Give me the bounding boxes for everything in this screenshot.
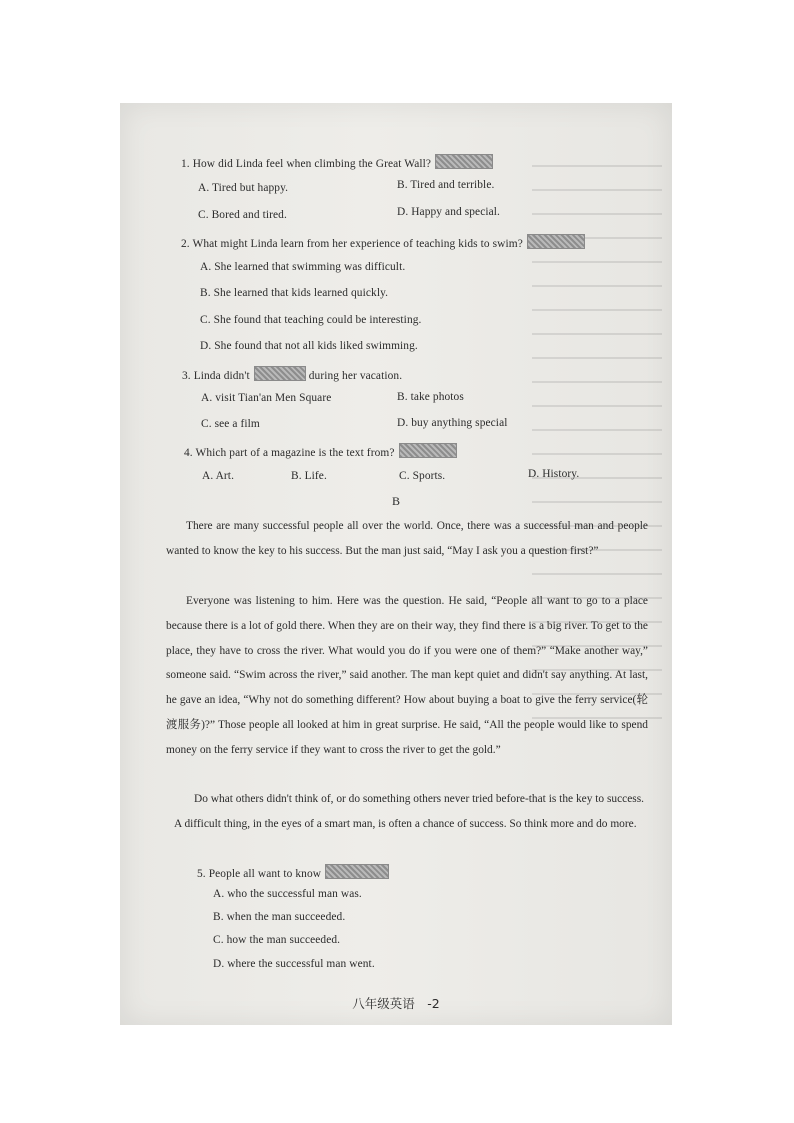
q2-option-d: D. She found that not all kids liked swimming. (200, 340, 418, 352)
q1-option-a: A. Tired but happy. (198, 182, 289, 194)
answer-blank-3[interactable] (254, 366, 306, 381)
question-1 (181, 154, 493, 170)
q1-option-b: B. Tired and terrible. (397, 179, 495, 191)
passage-paragraph-1: There are many successful people all over the world. Once, there was a successful man and people wanted to know the key to his success. But the man just said, “May I ask you a question first?” (166, 520, 648, 557)
exam-page (120, 103, 672, 1025)
q2-option-c: C. She found that teaching could be interesting. (200, 314, 422, 326)
question-5 (197, 864, 389, 880)
answer-blank-5[interactable] (325, 864, 389, 879)
question-1-text: 1. How did Linda feel when climbing the Great Wall? (181, 158, 432, 170)
q3-option-c: C. see a film (201, 418, 260, 430)
passage-paragraph-3: Do what others didn't think of, or do something others never tried before-that is the key to success. A difficult thing, in the eyes of a smart man, is often a chance of success. So think more and do more. (174, 793, 644, 830)
passage-paragraph-2: Everyone was listening to him. Here was the question. He said, “People all want to go to a place because there is a lot of gold there. When they are on their way, they find there is a big river. To get to the place, they have to cross the river. What would you do if you were one of them?” “Make another way,” someone said. “Swim across the river,” said another. The man kept quiet and didn't say anything. At last, he gave an idea, “Why not do something different? How about buying a boat to give the ferry service(轮渡服务)?” Those people all looked at him in great surprise. He said, “All the people would like to spend money on the ferry service if they want to cross the river to get the gold.” (166, 595, 648, 756)
answer-blank-4[interactable] (399, 443, 457, 458)
answer-blank-2[interactable] (527, 234, 585, 249)
q5-option-c: C. how the man succeeded. (213, 934, 341, 946)
q2-option-a: A. She learned that swimming was difficult. (200, 261, 406, 273)
answer-blank-1[interactable] (435, 154, 493, 169)
question-5-text: 5. People all want to know (197, 868, 322, 880)
question-3-text-after: during her vacation. (308, 370, 403, 382)
q2-option-b: B. She learned that kids learned quickly. (200, 287, 389, 299)
q1-option-c: C. Bored and tired. (198, 209, 287, 221)
q4-option-b: B. Life. (291, 470, 327, 482)
q3-option-d: D. buy anything special (397, 417, 508, 429)
section-b-heading: B (391, 494, 400, 508)
q4-option-a: A. Art. (202, 470, 235, 482)
q5-option-a: A. who the successful man was. (213, 888, 362, 900)
question-3 (182, 366, 402, 382)
question-2-text: 2. What might Linda learn from her experience of teaching kids to swim? (181, 238, 523, 250)
q4-option-c: C. Sports. (399, 470, 446, 482)
question-3-text-before: 3. Linda didn't (182, 370, 250, 382)
page-footer: 八年级英语 -2 (352, 996, 440, 1011)
q3-option-a: A. visit Tian'an Men Square (201, 392, 332, 404)
question-2 (181, 234, 585, 250)
q3-option-b: B. take photos (397, 391, 464, 403)
q1-option-d: D. Happy and special. (397, 206, 501, 218)
q5-option-d: D. where the successful man went. (213, 958, 375, 970)
question-4 (184, 443, 457, 459)
question-4-text: 4. Which part of a magazine is the text from? (184, 447, 395, 459)
q5-option-b: B. when the man succeeded. (213, 911, 346, 923)
q4-option-d: D. History. (528, 468, 580, 480)
